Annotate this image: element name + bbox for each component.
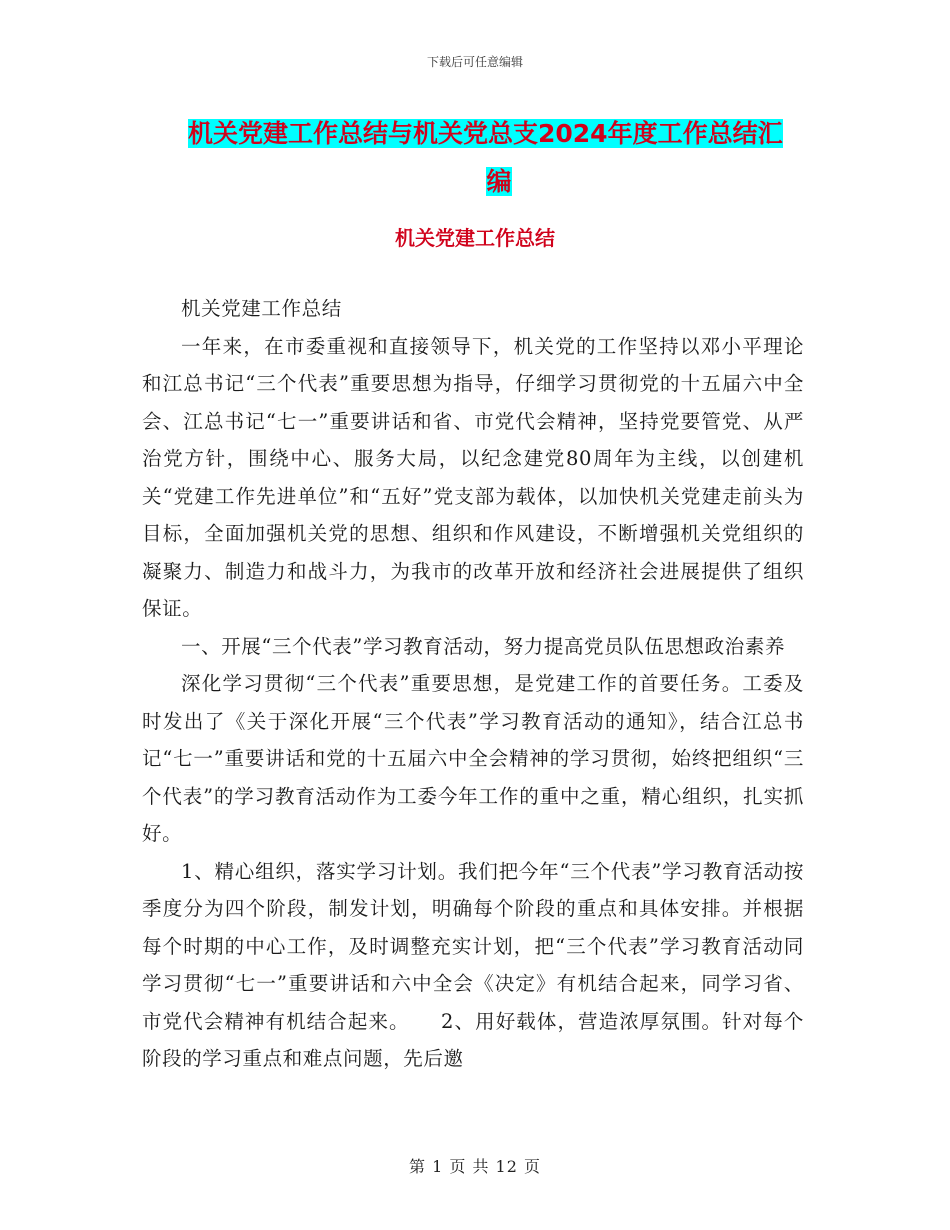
paragraph: 深化学习贯彻“三个代表”重要思想，是党建工作的首要任务。工委及时发出了《关于深化开展“三个代表”学习教育活动的通知》，结合江总书记“七一”重要讲话和党的十五届六中全会精神的学习贯彻，始终把组织“三个代表”的学习教育活动作为工委今年工作的重中之重，精心组织，扎实抓好。 bbox=[142, 672, 804, 845]
document-title bbox=[188, 110, 810, 206]
document-body bbox=[142, 290, 804, 1078]
page-footer: 第 1 页 共 12 页 bbox=[409, 1157, 541, 1176]
document-title-line-1: 机关党建工作总结与机关党总支2024年度工作总结汇 bbox=[188, 119, 783, 148]
header-note: 下载后可任意编辑 bbox=[426, 55, 523, 69]
paragraph: 一年来，在市委重视和直接领导下，机关党的工作坚持以邓小平理论和江总书记“三个代表”重要思想为指导，仔细学习贯彻党的十五届六中全会、江总书记“七一”重要讲话和省、市党代会精神，坚持党要管党、从严治党方针，围绕中心、服务大局，以纪念建党80周年为主线，以创建机关“党建工作先进单位”和“五好”党支部为载体，以加快机关党建走前头为目标，全面加强机关党的思想、组织和作风建设，不断增强机关党组织的凝聚力、制造力和战斗力，为我市的改革开放和经济社会进展提供了组织保证。 bbox=[142, 334, 804, 620]
paragraph-subtitle: 机关党建工作总结 bbox=[181, 297, 342, 320]
paragraph-heading: 一、开展“三个代表”学习教育活动，努力提高党员队伍思想政治素养 bbox=[181, 634, 786, 658]
document-title-line-2: 编 bbox=[486, 167, 512, 196]
paragraph: 1、精心组织，落实学习计划。我们把今年“三个代表”学习教育活动按季度分为四个阶段，制发计划，明确每个阶段的重点和具体安排。并根据每个时期的中心工作，及时调整充实计划，把“三个代表”学习教育活动同学习贯彻“七一”重要讲话和六中全会《决定》有机结合起来，同学习省、市党代会精神有机结合起来。 2、用好载体，营造浓厚氛围。针对每个阶段的学习重点和难点问题，先后邀 bbox=[142, 859, 804, 1070]
section-title: 机关党建工作总结 bbox=[395, 226, 555, 250]
